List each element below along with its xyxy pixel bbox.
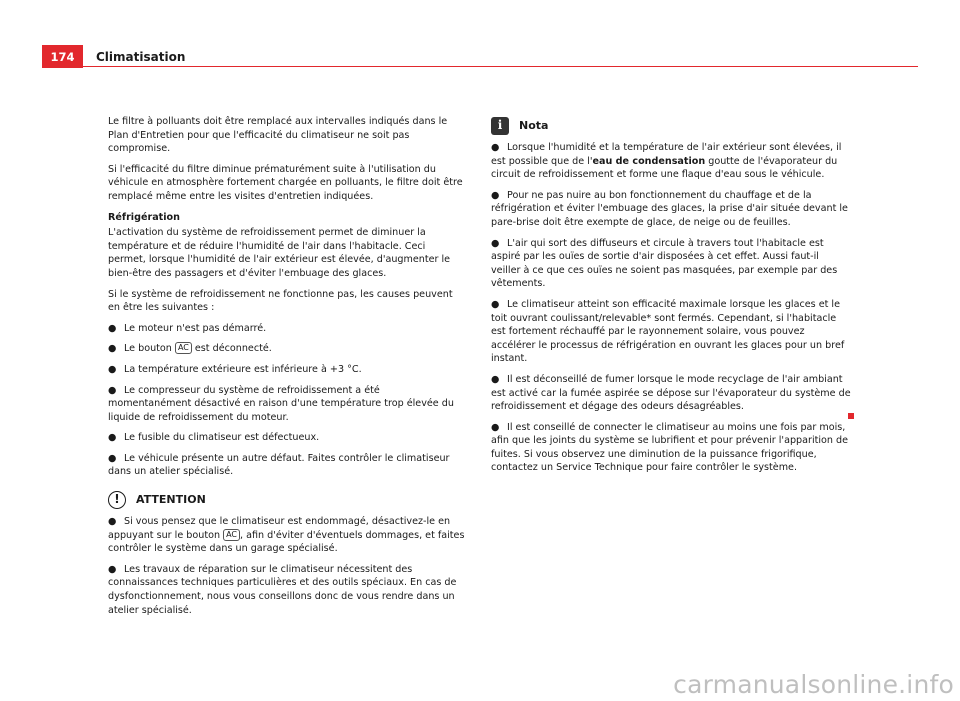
bullet-icon: ● — [108, 452, 117, 464]
bullet-icon: ● — [108, 432, 117, 444]
list-item-text: Les travaux de réparation sur le climatiseur nécessitent des connaissances techniques particulières et des outils spéciaux. En cas de dysfonctionnement, nous vous conseillons donc de vous rendre dans un atelier spécialisé. — [108, 563, 457, 616]
bullet-icon: ● — [491, 421, 500, 433]
list-item-text: Le compresseur du système de refroidissement a été momentanément désactivé en raison d'une température trop élevée du liquide de refroidissement du moteur. — [108, 384, 454, 423]
bullet-icon: ● — [108, 363, 117, 375]
attention-heading — [108, 491, 466, 509]
list-item-text: La température extérieure est inférieure à +3 °C. — [124, 363, 362, 375]
list-item-text: est déconnecté. — [191, 343, 272, 355]
info-note-icon: i — [491, 117, 509, 135]
list-item-text: L'air qui sort des diffuseurs et circule à travers tout l'habitacle est aspiré par les ouïes de sortie d'air disposées à cet effet. Aussi faut-il veiller à ce que ces ouïes ne soient pas masquées, par exemple par des vêtements. — [491, 237, 838, 290]
bullet-icon: ● — [108, 343, 117, 355]
list-item — [491, 373, 851, 414]
list-item-text: Si vous pensez que le climatiseur est endommagé, désactivez-le en appuyant sur le bouton — [108, 516, 451, 541]
ac-button-key: AC — [175, 342, 192, 354]
list-item — [108, 322, 466, 336]
bullet-icon: ● — [108, 322, 117, 334]
paragraph: L'activation du système de refroidissement permet de diminuer la température et de réduire l'humidité de l'air dans l'habitacle. Ceci permet, lorsque l'humidité de l'air extérieur est élevée, d'augmenter le bien-être des passagers et d'éviter l'embuage des glaces. — [108, 227, 451, 279]
page-number: 174 — [42, 45, 83, 68]
bullet-icon: ● — [491, 189, 500, 201]
paragraph: Si le système de refroidissement ne fonctionne pas, les causes peuvent en être les suivantes : — [108, 288, 453, 314]
ac-button-key: AC — [223, 529, 240, 541]
right-column — [491, 117, 851, 482]
bullet-icon: ● — [108, 563, 117, 575]
list-item-text: , afin d'éviter d'éventuels dommages, et faites contrôler le système dans un garage spécialisé. — [108, 529, 465, 555]
header-rule — [83, 66, 918, 67]
section-heading: Réfrigération — [108, 211, 180, 223]
bullet-icon: ● — [108, 384, 117, 396]
watermark: carmanualsonline.info — [673, 670, 954, 699]
list-item — [491, 237, 851, 291]
list-item — [491, 189, 851, 230]
bullet-icon: ● — [491, 373, 500, 385]
list-item-text: Le fusible du climatiseur est défectueux. — [124, 432, 320, 444]
left-column — [108, 115, 466, 624]
list-item — [491, 141, 851, 182]
list-item-text: Le climatiseur atteint son efficacité maximale lorsque les glaces et le toit ouvrant coulissant/relevable* sont fermés. Cependant, si l'habitacle est fortement réchauffé par le rayonnement solaire, vous pouvez accélérer le processus de réfrigération en ouvrant les glaces pour un bref instant. — [491, 298, 845, 365]
list-item — [108, 515, 466, 556]
page-title: Climatisation — [96, 50, 186, 64]
bullet-icon: ● — [491, 298, 500, 310]
list-item-text: Le véhicule présente un autre défaut. Faites contrôler le climatiseur dans un atelier spécialisé. — [108, 452, 450, 478]
paragraph: Si l'efficacité du filtre diminue prématurément suite à l'utilisation du véhicule en atmosphère fortement chargée en polluants, le filtre doit être remplacé même entre les visites d'entretien indiquées. — [108, 163, 463, 202]
list-item — [108, 363, 466, 377]
warning-icon: ! — [108, 491, 126, 509]
list-item-text: Le moteur n'est pas démarré. — [124, 322, 267, 334]
list-item — [491, 421, 851, 475]
paragraph: Le filtre à polluants doit être remplacé aux intervalles indiqués dans le Plan d'Entretien pour que l'efficacité du climatiseur ne soit pas compromise. — [108, 116, 448, 155]
bullet-icon: ● — [108, 516, 117, 528]
list-item-text: Il est conseillé de connecter le climatiseur au moins une fois par mois, afin que les joints du système se lubrifient et pour prévenir l'apparition de fuites. Si vous observez une diminution de la puissance frigorifique, contactez un Service Technique pour faire contrôler le système. — [491, 421, 849, 474]
note-label: Nota — [519, 119, 549, 133]
list-item — [108, 342, 466, 356]
list-item — [108, 452, 466, 479]
list-item — [108, 431, 466, 445]
list-item — [108, 384, 466, 425]
list-item — [491, 298, 851, 366]
note-heading — [491, 117, 851, 135]
list-item-text: goutte de l'évaporateur du circuit de refroidissement et forme une flaque d'eau sous le véhicule. — [491, 155, 838, 181]
bullet-icon: ● — [491, 237, 500, 249]
bullet-icon: ● — [491, 142, 500, 153]
attention-label: ATTENTION — [136, 493, 206, 507]
list-item-text: Lorsque l'humidité et la température de l'air extérieur sont élevées, il est possible que de l' — [491, 142, 842, 167]
section-end-marker — [848, 413, 854, 419]
emphasis-text: eau de condensation — [592, 155, 706, 167]
list-item-text: Pour ne pas nuire au bon fonctionnement du chauffage et de la réfrigération et éviter l'embuage des glaces, la prise d'air située devant le pare-brise doit être exempte de glace, de neige ou de feuilles. — [491, 189, 848, 228]
list-item-text: Le bouton — [124, 343, 175, 355]
list-item-text: Il est déconseillé de fumer lorsque le mode recyclage de l'air ambiant est activé car la fumée aspirée se dépose sur l'évaporateur du système de refroidissement et dégage des odeurs désagréables. — [491, 373, 851, 413]
list-item — [108, 563, 466, 617]
